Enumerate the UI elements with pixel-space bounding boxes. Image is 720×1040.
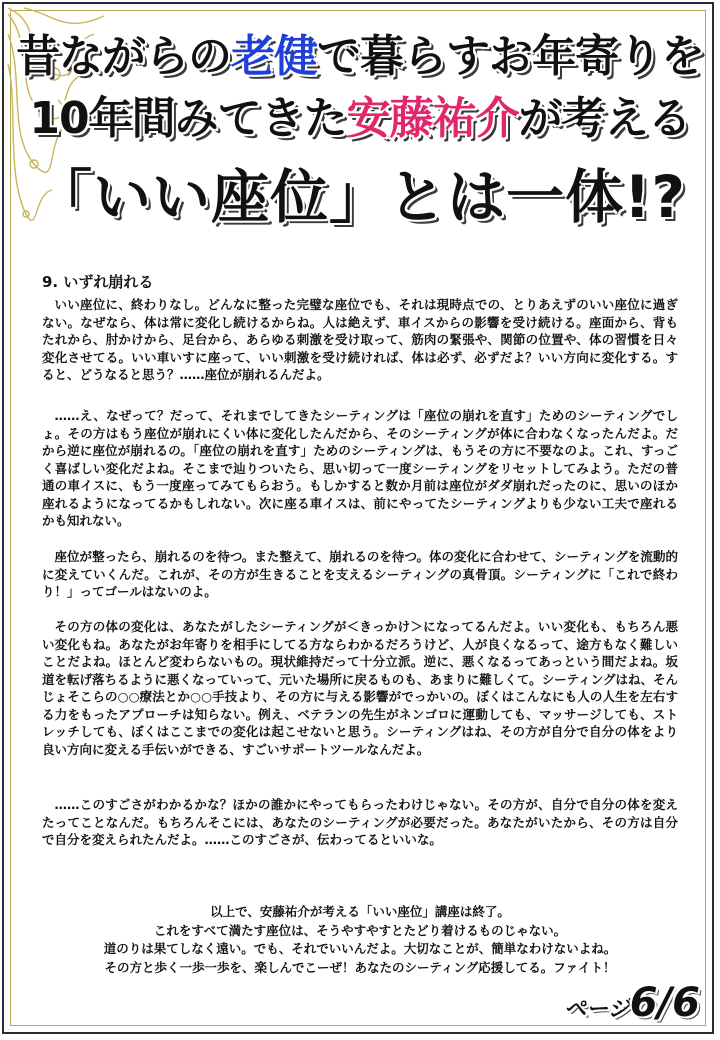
headline-line-1-part-a: 昔ながらの <box>16 31 231 82</box>
headline-line-1 <box>0 20 720 84</box>
closing-line-3: 道のりは果てしなく遠い。でも、それでいいんだよ。大切なことが、簡単なわけないよね。 <box>103 941 617 956</box>
body-paragraph-4: その方の体の変化は、あなたがしたシーティングが＜きっかけ＞になってるんだよ。いい変化も、もちろん悪い変化もね。あなたがお年寄りを相手にしてる方ならわかるだろうけど、人が良くなるって、途方もなく難しいことだよね。ほとんど変わらないもの。現状維持だって十分立派。逆に、悪くなるってあっという間だよね。坂道を転げ落ちるように悪くなっていって、元いた場所に戻るものも、あまりに難しくて。シーティングはね、そんじょそこらの○○療法とか○○手技より、その方に与える影響がでっかいの。ぼくはこんなにも人の人生を左右する力をもったアプローチは知らない。例え、ベテランの先生がネンゴロに運動しても、マッサージしても、ストレッチしても、ぼくはここまでの変化は起こせないと思う。シーティングはね、その方が自分で自分の体をより良い方向に変える手伝いができる、すごいサポートツールなんだよ。 <box>42 619 678 757</box>
body-paragraph-2: ……え、なぜって？だって、それまでしてきたシーティングは「座位の崩れを直す」ためのシーティングでしょ。その方はもう座位が崩れにくい体に変化したんだから、そのシーティングが体に合わなくなったんだよ。だから逆に座位が崩れるの。「座位の崩れを直す」ためのシーティングは、もうその方に不要なのよ。これ、すっごく喜ばしい変化だよね。そこまで辿りついたら、思い切って一度シーティングをリセットしてみよう。ただの普通の車イスに、もう一度座ってみてもらおう。もしかすると数か月前は座位がダダ崩れだったのに、思いのほか座れるようになってるかもしれない。次に座る車イスは、前にやってたシーティングよりも少ない工夫で座れるかも知れない。 <box>42 408 678 528</box>
page-number-label: ページ <box>564 997 630 1022</box>
headline-line-2-part-c: が考える <box>518 93 691 144</box>
body-paragraph-3: 座位が整ったら、崩れるのを待つ。また整えて、崩れるのを待つ。体の変化に合わせて、シーティングを流動的に変えていくんだ。これが、その方が生きることを支えるシーティングの真骨頂。シーティングに「これで終わり！」ってゴールはないのよ。 <box>42 549 678 599</box>
page-number <box>564 980 700 1026</box>
headline-line-1-part-c: で暮らすお年寄りを <box>317 31 704 82</box>
headline-author-name: 安藤祐介 <box>346 93 519 144</box>
closing-line-4: その方と歩く一歩一歩を、楽しんでこーぜ！あなたのシーティング応援してる。ファイト！ <box>104 959 616 975</box>
headline-keyword-roken: 老健 <box>231 31 317 82</box>
section-title: 9. いずれ崩れる <box>42 273 154 291</box>
headline-line-2 <box>0 82 720 146</box>
body-paragraph-5: ……このすごさがわかるかな？ほかの誰かにやってもらったわけじゃない。その方が、自分で自分の体を変えたってことなんだ。もちろんそこには、あなたのシーティングが必要だった。あなたがいたから、その方は自分で自分を変えられたんだよ。……このすごさが、伝わってるといいな。 <box>42 797 678 847</box>
closing-message <box>0 903 720 977</box>
closing-line-1: 以上で、安藤祐介が考える「いい座位」講座は終了。 <box>210 904 510 919</box>
closing-line-2: これをすべて満たす座位は、そうやすやすとたどり着けるものじゃない。 <box>153 922 567 938</box>
headline-line-2-part-a: 10年間みてきた <box>29 93 347 144</box>
body-paragraph-1: いい座位に、終わりなし。どんなに整った完璧な座位でも、それは現時点での、とりあえずのいい座位に過ぎない。なぜなら、体は常に変化し続けるからね。人は絶えず、車イスからの影響を受け続ける。座面から、背もたれから、肘かけから、足台から、あらゆる刺激を受け取って、筋肉の緊張や、関節の位置や、体の習慣を日々変化させてる。いい車いすに座って、いい刺激を受け続ければ、体は必ず、必ずだよ？いい方向に変化する。すると、どうなると思う？……座位が崩れるんだよ。 <box>42 297 678 382</box>
page-number-value: 6/6 <box>629 980 700 1026</box>
headline-main-title: 「いい座位」とは一体!? <box>33 163 687 231</box>
